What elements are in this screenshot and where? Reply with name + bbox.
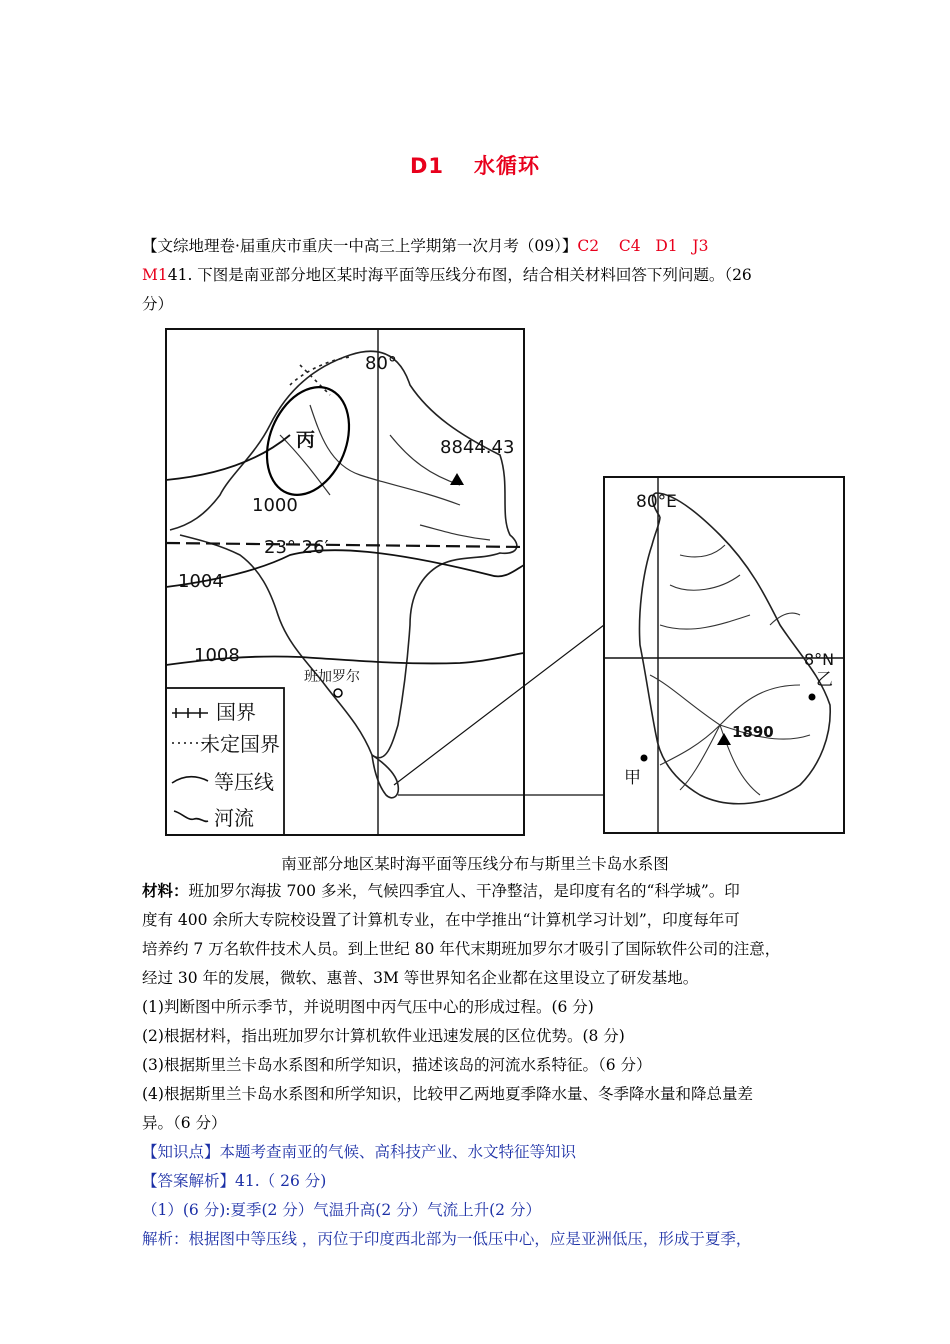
question-stem-cont: 分） [142,295,174,313]
figure-caption: 南亚部分地区某时海平面等压线分布与斯里兰卡岛水系图 [281,855,669,873]
isobar-label-1004: 1004 [178,571,224,592]
question-header [142,232,822,319]
city-label: 班加罗尔 [304,669,360,685]
place-a-label: 甲 [624,768,641,788]
question-source: 【文综地理卷·届重庆市重庆一中高三上学期第一次月考（09）】 [142,237,578,255]
peak-triangle [717,733,731,745]
everest-triangle [450,473,464,485]
question-codes: C2 C4 D1 J3 [577,237,709,255]
answer-explanation: 解析：根据图中等压线 ，丙位于印度西北部为一低压中心，应是亚洲低压，形成于夏季， [142,1230,752,1248]
question-1: (1)判断图中所示季节，并说明图中丙气压中心的形成过程。(6 分) [142,998,594,1016]
question-code-m1: M1 [142,266,168,284]
material-line4: 经过 30 年的发展，微软、惠普、3M 等世界知名企业都在这里设立了研发基地。 [142,969,699,987]
isobar-label-1008: 1008 [194,645,240,666]
place-b-dot [809,694,816,701]
left-lon-label: 80° [365,353,397,374]
center-label: 丙 [296,429,316,451]
peak-label-left: 8844.43 [440,437,515,458]
question-2: (2)根据材料，指出班加罗尔计算机软件业迅速发展的区位优势。(8 分) [142,1027,625,1045]
place-a-dot [641,755,648,762]
title-code: D1 [409,154,445,178]
material-label: 材料： [142,881,189,900]
right-lon-label: 80°E [636,492,677,512]
material-block [142,876,822,1254]
tropic-label: 23° 26′ [264,537,329,558]
isobars [166,435,524,665]
knowledge-point: 【知识点】本题考查南亚的气候、高科技产业、水文特征等知识 [142,1143,577,1161]
answer-part1: （1）(6 分):夏季(2 分）气温升高(2 分）气流上升(2 分） [142,1201,541,1219]
answer-head: 【答案解析】41.（ 26 分) [142,1172,327,1190]
legend-undefined-border: 未定国界 [200,732,280,756]
title-name: 水循环 [474,154,541,178]
legend-isobar: 等压线 [214,770,274,794]
peak-label-right: 1890 [732,723,774,741]
question-4-cont: 异。（6 分） [142,1114,227,1132]
map-figure [160,325,850,845]
legend-border: 国界 [216,700,256,724]
srilanka-rivers [650,545,810,795]
srilanka-outline [640,493,831,804]
question-4: (4)根据斯里兰卡岛水系图和所学知识，比较甲乙两地夏季降水量、冬季降水量和降总量差 [142,1085,753,1103]
material-line1: 班加罗尔海拔 700 多米，气候四季宜人、干净整洁，是印度有名的“科学城”。印 [188,882,740,900]
material-line3: 培养约 7 万名软件技术人员。到上世纪 80 年代末期班加罗尔才吸引了国际软件公司的注意， [142,940,781,958]
question-stem: 41. 下图是南亚部分地区某时海平面等压线分布图，结合相关材料回答下列问题。（26 [167,266,752,284]
legend-river: 河流 [214,806,254,830]
page-title [0,150,950,180]
place-b-label: 乙 [816,670,833,690]
isobar-label-1000: 1000 [252,495,298,516]
bangalore-dot [334,689,342,697]
material-line2: 度有 400 余所大专院校设置了计算机专业，在中学推出“计算机学习计划”，印度每年可 [142,911,740,929]
question-3: (3)根据斯里兰卡岛水系图和所学知识，描述该岛的河流水系特征。（6 分） [142,1056,652,1074]
right-lat-label: 8°N [804,650,835,669]
india-rivers [280,405,490,540]
